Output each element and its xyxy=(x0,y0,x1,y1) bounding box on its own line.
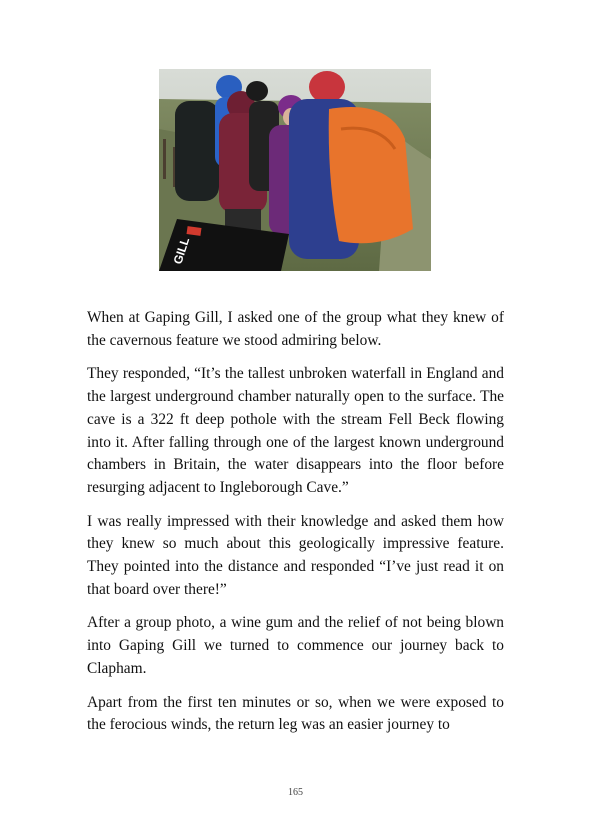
group-photo xyxy=(159,69,431,271)
paragraph: After a group photo, a wine gum and the relief of not being blown into Gaping Gill we turned to commence our journey back to Clapham. xyxy=(87,614,504,677)
group-photo-image xyxy=(159,69,431,271)
paragraph: When at Gaping Gill, I asked one of the group what they knew of the cavernous feature we stood admiring below. xyxy=(87,309,504,349)
paragraph: Apart from the first ten minutes or so, when we were exposed to the ferocious winds, the return leg was an easier journey to xyxy=(87,693,504,734)
paragraph: They responded, “It’s the tallest unbroken waterfall in England and the largest underground chamber naturally open to the surface. The cave is a 322 ft deep pothole with the stream Fell Beck flowing into it. After falling through one of the largest known underground chambers in Britain, the water disappears into the floor before resurging adjacent to Ingleborough Cave.” xyxy=(87,365,504,496)
body-text xyxy=(87,307,504,748)
paragraph: I was really impressed with their knowledge and asked them how they knew so much about this geologically impressive feature. They pointed into the distance and responded “I’ve just read it on that board over there!” xyxy=(87,512,504,598)
sign-label: GILL xyxy=(170,235,193,266)
page-number: 165 xyxy=(288,787,303,798)
